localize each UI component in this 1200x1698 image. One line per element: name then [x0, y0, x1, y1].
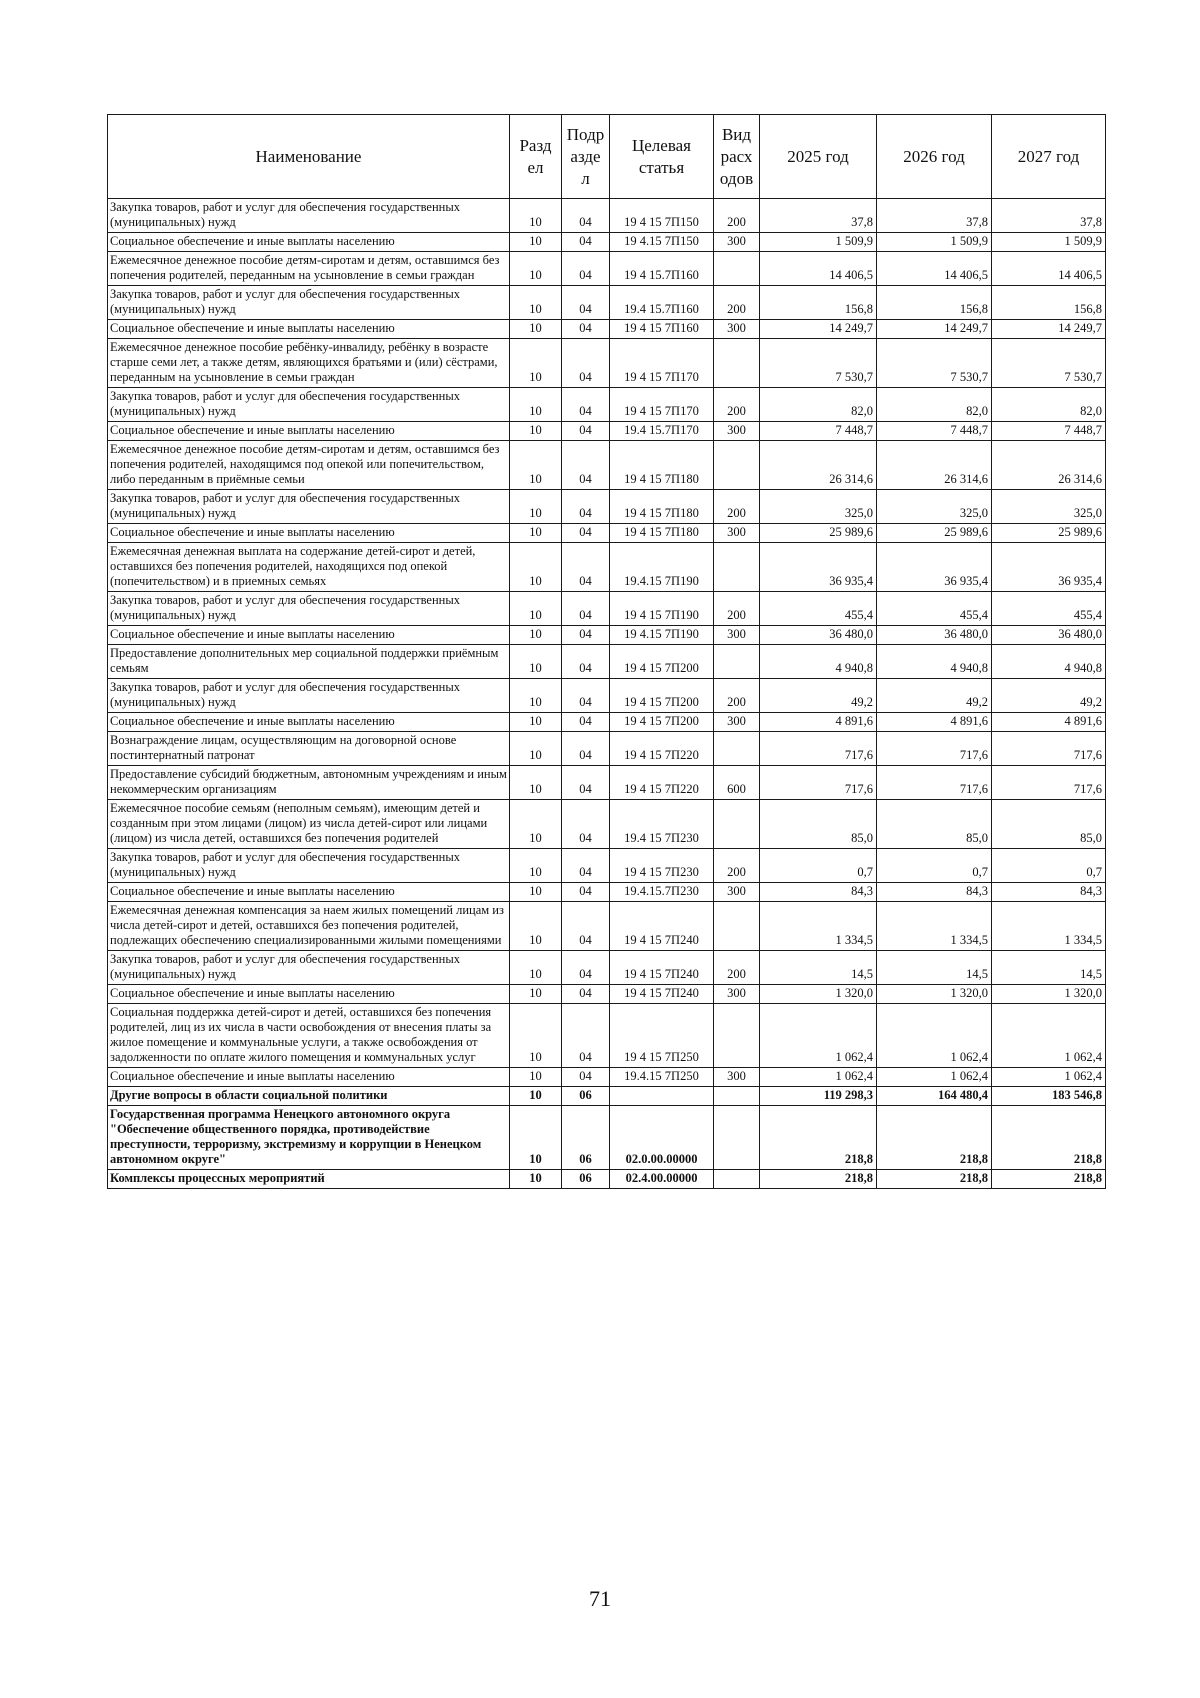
row-podrazdel-cell: 04 [562, 441, 610, 490]
row-name-cell: Закупка товаров, работ и услуг для обеспечения государственных (муниципальных) нужд [108, 849, 510, 883]
header-2025: 2025 год [760, 115, 877, 199]
row-name-cell: Закупка товаров, работ и услуг для обеспечения государственных (муниципальных) нужд [108, 286, 510, 320]
row-target-article-cell: 19 4 15 7П170 [610, 339, 714, 388]
row-expense-type-cell [714, 441, 760, 490]
row-razdel-cell: 10 [510, 286, 562, 320]
row-2027-value-cell: 156,8 [992, 286, 1106, 320]
table-row [108, 320, 1106, 339]
row-2027-value-cell: 0,7 [992, 849, 1106, 883]
row-podrazdel-cell: 04 [562, 849, 610, 883]
row-podrazdel-cell: 04 [562, 339, 610, 388]
row-podrazdel-cell: 04 [562, 592, 610, 626]
row-2025-value-cell: 218,8 [760, 1170, 877, 1189]
row-podrazdel-cell: 04 [562, 388, 610, 422]
row-2027-value-cell: 7 530,7 [992, 339, 1106, 388]
header-razdel: Разд ел [510, 115, 562, 199]
row-2027-value-cell: 717,6 [992, 732, 1106, 766]
header-2026: 2026 год [877, 115, 992, 199]
table-row [108, 766, 1106, 800]
table-row [108, 592, 1106, 626]
row-name-cell: Комплексы процессных мероприятий [108, 1170, 510, 1189]
row-2027-value-cell: 218,8 [992, 1170, 1106, 1189]
row-2026-value-cell: 14,5 [877, 951, 992, 985]
row-2026-value-cell: 0,7 [877, 849, 992, 883]
row-2025-value-cell: 325,0 [760, 490, 877, 524]
row-razdel-cell: 10 [510, 233, 562, 252]
row-target-article-cell: 19 4 15 7П220 [610, 766, 714, 800]
row-expense-type-cell [714, 543, 760, 592]
row-podrazdel-cell: 04 [562, 732, 610, 766]
row-razdel-cell: 10 [510, 679, 562, 713]
row-2025-value-cell: 85,0 [760, 800, 877, 849]
row-2027-value-cell: 4 891,6 [992, 713, 1106, 732]
table-row [108, 849, 1106, 883]
row-expense-type-cell: 300 [714, 320, 760, 339]
row-target-article-cell: 19.4 15.7П170 [610, 422, 714, 441]
row-name-cell: Ежемесячное денежное пособие детям-сиротам и детям, оставшимся без попечения родителей, находящимся под опекой или попечительством, либо переданным в приёмные семьи [108, 441, 510, 490]
row-2026-value-cell: 218,8 [877, 1106, 992, 1170]
row-razdel-cell: 10 [510, 388, 562, 422]
row-2027-value-cell: 1 062,4 [992, 1068, 1106, 1087]
row-2027-value-cell: 218,8 [992, 1106, 1106, 1170]
row-2025-value-cell: 4 891,6 [760, 713, 877, 732]
row-2025-value-cell: 1 062,4 [760, 1004, 877, 1068]
row-target-article-cell: 19 4 15 7П230 [610, 849, 714, 883]
row-target-article-cell: 02.4.00.00000 [610, 1170, 714, 1189]
row-2027-value-cell: 183 546,8 [992, 1087, 1106, 1106]
row-2026-value-cell: 1 334,5 [877, 902, 992, 951]
row-target-article-cell: 19 4 15 7П240 [610, 951, 714, 985]
table-row [108, 524, 1106, 543]
row-target-article-cell: 19.4 15.7П160 [610, 286, 714, 320]
row-2026-value-cell: 1 062,4 [877, 1004, 992, 1068]
table-row [108, 441, 1106, 490]
row-2027-value-cell: 14,5 [992, 951, 1106, 985]
row-expense-type-cell: 200 [714, 849, 760, 883]
row-2025-value-cell: 14,5 [760, 951, 877, 985]
row-target-article-cell: 19 4 15 7П150 [610, 199, 714, 233]
table-header-row [108, 115, 1106, 199]
table-row [108, 902, 1106, 951]
row-2025-value-cell: 82,0 [760, 388, 877, 422]
row-expense-type-cell: 600 [714, 766, 760, 800]
row-2027-value-cell: 4 940,8 [992, 645, 1106, 679]
row-2026-value-cell: 1 509,9 [877, 233, 992, 252]
row-expense-type-cell [714, 1170, 760, 1189]
row-2026-value-cell: 717,6 [877, 766, 992, 800]
row-2026-value-cell: 82,0 [877, 388, 992, 422]
row-razdel-cell: 10 [510, 883, 562, 902]
row-2025-value-cell: 156,8 [760, 286, 877, 320]
row-name-cell: Социальное обеспечение и иные выплаты населению [108, 626, 510, 645]
row-name-cell: Ежемесячное денежное пособие детям-сиротам и детям, оставшимся без попечения родителей, переданным на усыновление в семьи граждан [108, 252, 510, 286]
row-podrazdel-cell: 04 [562, 543, 610, 592]
row-2027-value-cell: 455,4 [992, 592, 1106, 626]
table-row [108, 388, 1106, 422]
row-2025-value-cell: 1 320,0 [760, 985, 877, 1004]
row-2025-value-cell: 1 509,9 [760, 233, 877, 252]
row-2027-value-cell: 1 062,4 [992, 1004, 1106, 1068]
row-target-article-cell: 19 4 15.7П160 [610, 252, 714, 286]
row-expense-type-cell [714, 800, 760, 849]
row-name-cell: Закупка товаров, работ и услуг для обеспечения государственных (муниципальных) нужд [108, 951, 510, 985]
row-podrazdel-cell: 04 [562, 422, 610, 441]
row-2026-value-cell: 156,8 [877, 286, 992, 320]
row-expense-type-cell [714, 732, 760, 766]
row-razdel-cell: 10 [510, 199, 562, 233]
row-name-cell: Вознаграждение лицам, осуществляющим на договорной основе постинтернатный патронат [108, 732, 510, 766]
row-name-cell: Закупка товаров, работ и услуг для обеспечения государственных (муниципальных) нужд [108, 490, 510, 524]
row-podrazdel-cell: 04 [562, 626, 610, 645]
row-expense-type-cell: 300 [714, 883, 760, 902]
row-2027-value-cell: 325,0 [992, 490, 1106, 524]
row-2027-value-cell: 85,0 [992, 800, 1106, 849]
row-razdel-cell: 10 [510, 490, 562, 524]
row-razdel-cell: 10 [510, 1087, 562, 1106]
row-2026-value-cell: 455,4 [877, 592, 992, 626]
row-2027-value-cell: 1 334,5 [992, 902, 1106, 951]
row-expense-type-cell [714, 339, 760, 388]
row-razdel-cell: 10 [510, 524, 562, 543]
header-name: Наименование [108, 115, 510, 199]
table-row [108, 985, 1106, 1004]
row-expense-type-cell: 300 [714, 1068, 760, 1087]
row-2026-value-cell: 717,6 [877, 732, 992, 766]
row-2026-value-cell: 37,8 [877, 199, 992, 233]
row-razdel-cell: 10 [510, 320, 562, 339]
row-2027-value-cell: 36 935,4 [992, 543, 1106, 592]
row-target-article-cell [610, 1087, 714, 1106]
row-2025-value-cell: 119 298,3 [760, 1087, 877, 1106]
row-razdel-cell: 10 [510, 1170, 562, 1189]
row-podrazdel-cell: 04 [562, 713, 610, 732]
row-podrazdel-cell: 04 [562, 883, 610, 902]
row-target-article-cell: 19 4 15 7П240 [610, 985, 714, 1004]
row-razdel-cell: 10 [510, 951, 562, 985]
row-2026-value-cell: 7 448,7 [877, 422, 992, 441]
row-expense-type-cell [714, 1004, 760, 1068]
row-2027-value-cell: 25 989,6 [992, 524, 1106, 543]
row-name-cell: Социальная поддержка детей-сирот и детей, оставшихся без попечения родителей, лиц из их числа в части освобождения от внесения платы за жилое помещение и коммунальные услуги, а также освобождения от задолженности по оплате жилого помещения и коммунальных услуг [108, 1004, 510, 1068]
row-name-cell: Социальное обеспечение и иные выплаты населению [108, 422, 510, 441]
row-razdel-cell: 10 [510, 985, 562, 1004]
row-podrazdel-cell: 04 [562, 645, 610, 679]
table-body [108, 199, 1106, 1189]
row-expense-type-cell: 300 [714, 985, 760, 1004]
header-target-article: Целевая статья [610, 115, 714, 199]
table-row [108, 732, 1106, 766]
row-target-article-cell: 19 4 15 7П180 [610, 524, 714, 543]
row-razdel-cell: 10 [510, 849, 562, 883]
table-row [108, 883, 1106, 902]
row-razdel-cell: 10 [510, 645, 562, 679]
row-expense-type-cell: 200 [714, 199, 760, 233]
row-razdel-cell: 10 [510, 592, 562, 626]
row-podrazdel-cell: 04 [562, 233, 610, 252]
table-row [108, 1068, 1106, 1087]
row-razdel-cell: 10 [510, 441, 562, 490]
row-podrazdel-cell: 04 [562, 320, 610, 339]
table-row [108, 233, 1106, 252]
row-expense-type-cell: 300 [714, 422, 760, 441]
row-2025-value-cell: 1 062,4 [760, 1068, 877, 1087]
row-expense-type-cell: 200 [714, 388, 760, 422]
row-2026-value-cell: 7 530,7 [877, 339, 992, 388]
row-expense-type-cell: 200 [714, 592, 760, 626]
table-row [108, 252, 1106, 286]
row-2027-value-cell: 14 249,7 [992, 320, 1106, 339]
row-podrazdel-cell: 04 [562, 951, 610, 985]
row-expense-type-cell: 300 [714, 524, 760, 543]
row-2026-value-cell: 36 935,4 [877, 543, 992, 592]
row-target-article-cell: 19 4 15 7П200 [610, 713, 714, 732]
row-2025-value-cell: 7 448,7 [760, 422, 877, 441]
row-name-cell: Ежемесячная денежная компенсация за наем жилых помещений лицам из числа детей-сирот и детей, оставшихся без попечения родителей, подлежащих обеспечению специализированными жилыми помещениями [108, 902, 510, 951]
table-row [108, 1106, 1106, 1170]
row-razdel-cell: 10 [510, 732, 562, 766]
row-2025-value-cell: 26 314,6 [760, 441, 877, 490]
table-row [108, 1087, 1106, 1106]
row-expense-type-cell [714, 1087, 760, 1106]
row-target-article-cell: 19 4 15 7П180 [610, 490, 714, 524]
row-expense-type-cell: 200 [714, 679, 760, 713]
row-expense-type-cell: 300 [714, 233, 760, 252]
row-2026-value-cell: 164 480,4 [877, 1087, 992, 1106]
row-razdel-cell: 10 [510, 543, 562, 592]
row-expense-type-cell [714, 902, 760, 951]
table-row [108, 679, 1106, 713]
row-2025-value-cell: 7 530,7 [760, 339, 877, 388]
row-target-article-cell: 19 4 15 7П170 [610, 388, 714, 422]
row-2025-value-cell: 717,6 [760, 766, 877, 800]
row-2027-value-cell: 36 480,0 [992, 626, 1106, 645]
row-2026-value-cell: 14 406,5 [877, 252, 992, 286]
row-name-cell: Закупка товаров, работ и услуг для обеспечения государственных (муниципальных) нужд [108, 679, 510, 713]
row-2026-value-cell: 85,0 [877, 800, 992, 849]
row-name-cell: Социальное обеспечение и иные выплаты населению [108, 320, 510, 339]
row-expense-type-cell: 300 [714, 626, 760, 645]
table-row [108, 1170, 1106, 1189]
row-2026-value-cell: 36 480,0 [877, 626, 992, 645]
row-razdel-cell: 10 [510, 339, 562, 388]
row-target-article-cell: 19 4 15 7П250 [610, 1004, 714, 1068]
table-row [108, 713, 1106, 732]
row-expense-type-cell: 200 [714, 490, 760, 524]
row-podrazdel-cell: 04 [562, 199, 610, 233]
table-row [108, 800, 1106, 849]
budget-table [107, 114, 1106, 1189]
row-target-article-cell: 19 4 15 7П190 [610, 592, 714, 626]
row-podrazdel-cell: 04 [562, 902, 610, 951]
row-2025-value-cell: 4 940,8 [760, 645, 877, 679]
row-podrazdel-cell: 04 [562, 1004, 610, 1068]
table-row [108, 543, 1106, 592]
row-2025-value-cell: 36 935,4 [760, 543, 877, 592]
row-2027-value-cell: 1 509,9 [992, 233, 1106, 252]
row-podrazdel-cell: 04 [562, 800, 610, 849]
table-row [108, 626, 1106, 645]
row-target-article-cell: 02.0.00.00000 [610, 1106, 714, 1170]
row-2026-value-cell: 1 320,0 [877, 985, 992, 1004]
row-2025-value-cell: 84,3 [760, 883, 877, 902]
row-2025-value-cell: 49,2 [760, 679, 877, 713]
row-razdel-cell: 10 [510, 422, 562, 441]
row-target-article-cell: 19 4.15 7П150 [610, 233, 714, 252]
row-2026-value-cell: 49,2 [877, 679, 992, 713]
header-2027: 2027 год [992, 115, 1106, 199]
row-target-article-cell: 19 4 15 7П220 [610, 732, 714, 766]
row-name-cell: Ежемесячное денежное пособие ребёнку-инвалиду, ребёнку в возрасте старше семи лет, а также детям, являющихся братьями и (или) сёстрами, переданным на усыновление в семьи граждан [108, 339, 510, 388]
table-row [108, 422, 1106, 441]
row-razdel-cell: 10 [510, 1068, 562, 1087]
row-name-cell: Социальное обеспечение и иные выплаты населению [108, 985, 510, 1004]
row-2026-value-cell: 4 891,6 [877, 713, 992, 732]
table-row [108, 199, 1106, 233]
row-2025-value-cell: 36 480,0 [760, 626, 877, 645]
row-2025-value-cell: 717,6 [760, 732, 877, 766]
row-2026-value-cell: 4 940,8 [877, 645, 992, 679]
row-2027-value-cell: 7 448,7 [992, 422, 1106, 441]
table-row [108, 1004, 1106, 1068]
page-number: 71 [589, 1586, 611, 1611]
header-podrazdel: Подр азде л [562, 115, 610, 199]
row-target-article-cell: 19 4 15 7П200 [610, 679, 714, 713]
row-podrazdel-cell: 06 [562, 1087, 610, 1106]
row-target-article-cell: 19 4 15 7П160 [610, 320, 714, 339]
row-2025-value-cell: 25 989,6 [760, 524, 877, 543]
row-2026-value-cell: 1 062,4 [877, 1068, 992, 1087]
row-2025-value-cell: 37,8 [760, 199, 877, 233]
row-expense-type-cell [714, 1106, 760, 1170]
row-name-cell: Закупка товаров, работ и услуг для обеспечения государственных (муниципальных) нужд [108, 592, 510, 626]
row-podrazdel-cell: 04 [562, 286, 610, 320]
table-row [108, 490, 1106, 524]
row-name-cell: Другие вопросы в области социальной политики [108, 1087, 510, 1106]
row-2027-value-cell: 37,8 [992, 199, 1106, 233]
row-2026-value-cell: 218,8 [877, 1170, 992, 1189]
row-2025-value-cell: 14 406,5 [760, 252, 877, 286]
row-2025-value-cell: 1 334,5 [760, 902, 877, 951]
row-razdel-cell: 10 [510, 252, 562, 286]
row-name-cell: Социальное обеспечение и иные выплаты населению [108, 1068, 510, 1087]
row-name-cell: Социальное обеспечение и иные выплаты населению [108, 233, 510, 252]
row-name-cell: Закупка товаров, работ и услуг для обеспечения государственных (муниципальных) нужд [108, 388, 510, 422]
row-podrazdel-cell: 04 [562, 252, 610, 286]
row-razdel-cell: 10 [510, 713, 562, 732]
row-2025-value-cell: 14 249,7 [760, 320, 877, 339]
row-target-article-cell: 19.4.15.7П230 [610, 883, 714, 902]
row-expense-type-cell [714, 252, 760, 286]
row-expense-type-cell [714, 645, 760, 679]
row-2027-value-cell: 84,3 [992, 883, 1106, 902]
row-expense-type-cell: 200 [714, 286, 760, 320]
row-name-cell: Социальное обеспечение и иные выплаты населению [108, 713, 510, 732]
row-2026-value-cell: 325,0 [877, 490, 992, 524]
header-expense-type: Вид расх одов [714, 115, 760, 199]
row-expense-type-cell: 300 [714, 713, 760, 732]
row-podrazdel-cell: 04 [562, 524, 610, 543]
row-name-cell: Предоставление субсидий бюджетным, автономным учреждениям и иным некоммерческим организациям [108, 766, 510, 800]
row-podrazdel-cell: 06 [562, 1170, 610, 1189]
table-row [108, 339, 1106, 388]
table-row [108, 645, 1106, 679]
row-2025-value-cell: 455,4 [760, 592, 877, 626]
row-razdel-cell: 10 [510, 1106, 562, 1170]
row-name-cell: Социальное обеспечение и иные выплаты населению [108, 883, 510, 902]
row-podrazdel-cell: 06 [562, 1106, 610, 1170]
row-podrazdel-cell: 04 [562, 490, 610, 524]
row-target-article-cell: 19.4.15 7П250 [610, 1068, 714, 1087]
row-name-cell: Ежемесячное пособие семьям (неполным семьям), имеющим детей и созданным при этом лицами (лицом) из числа детей-сирот или лицами (лицом) из числа детей, оставшихся без попечения родителей [108, 800, 510, 849]
row-target-article-cell: 19 4 15 7П200 [610, 645, 714, 679]
row-name-cell: Социальное обеспечение и иные выплаты населению [108, 524, 510, 543]
row-name-cell: Государственная программа Ненецкого автономного округа "Обеспечение общественного порядка, противодействие преступности, терроризму, экстремизму и коррупции в Ненецком автономном округе" [108, 1106, 510, 1170]
row-2027-value-cell: 26 314,6 [992, 441, 1106, 490]
budget-table-page [107, 114, 1105, 1189]
row-target-article-cell: 19 4 15 7П180 [610, 441, 714, 490]
row-podrazdel-cell: 04 [562, 766, 610, 800]
row-2027-value-cell: 1 320,0 [992, 985, 1106, 1004]
row-2025-value-cell: 218,8 [760, 1106, 877, 1170]
row-2027-value-cell: 49,2 [992, 679, 1106, 713]
row-2026-value-cell: 84,3 [877, 883, 992, 902]
row-razdel-cell: 10 [510, 902, 562, 951]
row-2026-value-cell: 25 989,6 [877, 524, 992, 543]
row-2027-value-cell: 717,6 [992, 766, 1106, 800]
row-target-article-cell: 19.4.15 7П190 [610, 543, 714, 592]
row-razdel-cell: 10 [510, 1004, 562, 1068]
row-podrazdel-cell: 04 [562, 1068, 610, 1087]
row-expense-type-cell: 200 [714, 951, 760, 985]
row-2026-value-cell: 14 249,7 [877, 320, 992, 339]
row-name-cell: Ежемесячная денежная выплата на содержание детей-сирот и детей, оставшихся без попечения родителей, находящихся под опекой (попечительством) и в приемных семьях [108, 543, 510, 592]
row-name-cell: Предоставление дополнительных мер социальной поддержки приёмным семьям [108, 645, 510, 679]
row-name-cell: Закупка товаров, работ и услуг для обеспечения государственных (муниципальных) нужд [108, 199, 510, 233]
row-podrazdel-cell: 04 [562, 679, 610, 713]
row-2026-value-cell: 26 314,6 [877, 441, 992, 490]
row-2027-value-cell: 14 406,5 [992, 252, 1106, 286]
row-razdel-cell: 10 [510, 626, 562, 645]
row-podrazdel-cell: 04 [562, 985, 610, 1004]
row-razdel-cell: 10 [510, 800, 562, 849]
row-2027-value-cell: 82,0 [992, 388, 1106, 422]
row-target-article-cell: 19 4 15 7П240 [610, 902, 714, 951]
row-target-article-cell: 19.4 15 7П230 [610, 800, 714, 849]
row-razdel-cell: 10 [510, 766, 562, 800]
row-target-article-cell: 19 4.15 7П190 [610, 626, 714, 645]
row-2025-value-cell: 0,7 [760, 849, 877, 883]
table-row [108, 951, 1106, 985]
table-row [108, 286, 1106, 320]
